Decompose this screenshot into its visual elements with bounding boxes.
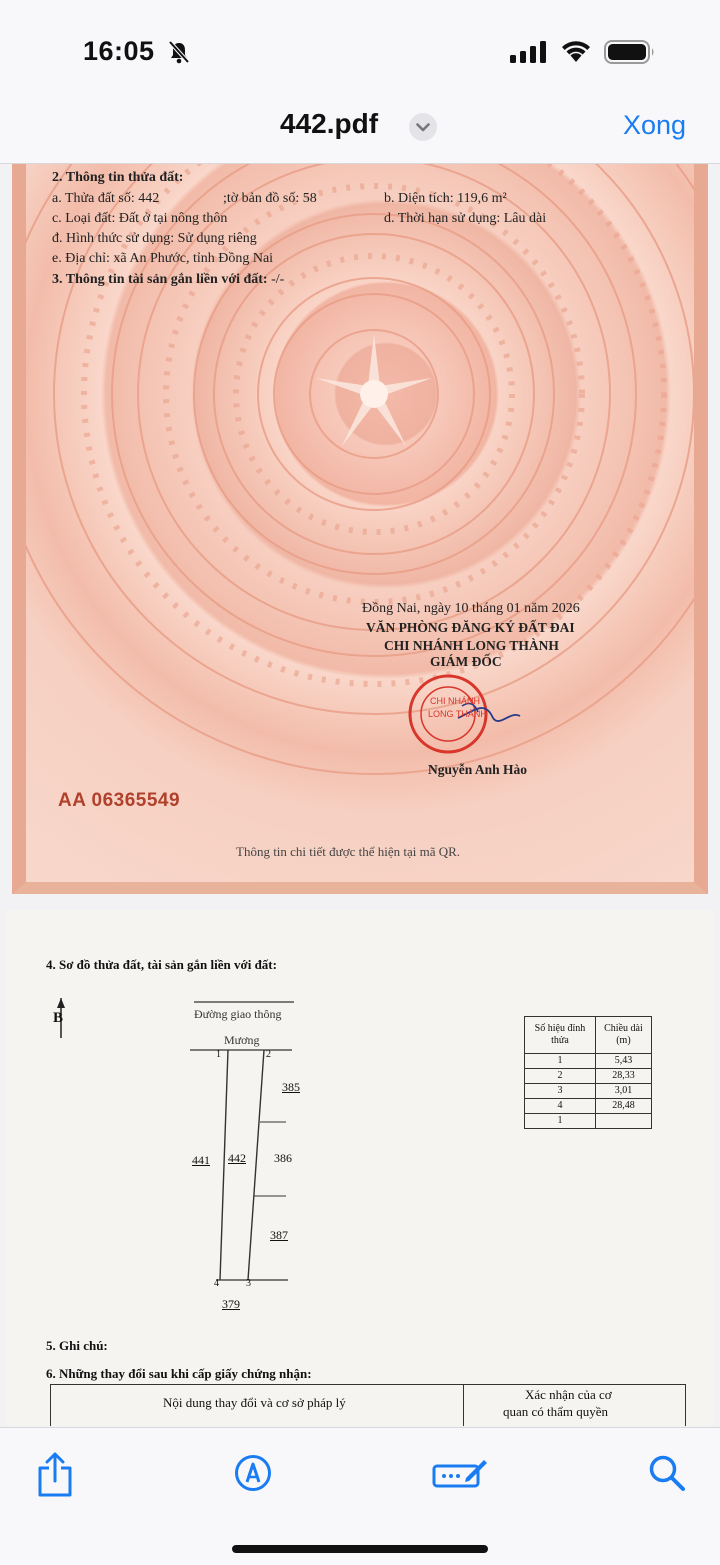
title-menu-button[interactable] [409,113,437,141]
section4-title: 4. Sơ đồ thửa đất, tài sản gắn liền với đất: [46,957,277,972]
issue-date: Đồng Nai, ngày 10 tháng 01 năm 2026 [362,601,580,616]
table-cell: 5,43 [595,1054,651,1069]
office-branch: CHI NHÁNH LONG THÀNH [384,638,559,653]
pdf-page-certificate[interactable] [12,164,708,894]
table-row [525,1084,652,1099]
seal-text-1: CHI NHÁNH [430,696,481,706]
wifi-icon [560,38,592,62]
section3-title: 3. Thông tin tài sản gắn liền với đất: [52,272,268,287]
table-cell: 3,01 [595,1084,651,1099]
share-icon[interactable] [36,1452,74,1498]
seal-text-2: LONG THÀNH [428,709,487,719]
vertex-1-label: 1 [216,1049,221,1060]
land-area: b. Diện tích: 119,6 m² [384,191,507,206]
map-sheet-number: ;tờ bản đồ số: 58 [223,191,317,206]
table-cell: 2 [525,1069,596,1084]
north-label: B [53,1010,64,1026]
section5-title: 5. Ghi chú: [46,1338,108,1353]
director-title: GIÁM ĐỐC [430,654,502,669]
table-cell [595,1114,651,1129]
signer-name: Nguyễn Anh Hào [428,762,528,777]
bottom-toolbar [0,1427,720,1565]
table-cell: 28,48 [595,1099,651,1114]
table-cell: 4 [525,1099,596,1114]
section2-title: 2. Thông tin thửa đất: [52,170,184,185]
changes-col2-header-line2: quan có thẩm quyền [503,1404,609,1419]
search-icon[interactable] [648,1454,686,1492]
table-cell: 3 [525,1084,596,1099]
status-bar [0,0,720,100]
land-type: c. Loại đất: Đất ở tại nông thôn [52,211,228,226]
markup-icon[interactable] [234,1454,272,1492]
road-label: Đường giao thông [194,1007,282,1021]
office-name: VĂN PHÒNG ĐĂNG KÝ ĐẤT ĐAI [366,620,575,635]
vertex-length-table [524,1016,652,1129]
table-row [525,1099,652,1114]
parcel-386-label: 386 [274,1151,292,1165]
changes-col2-header-line1: Xác nhận của cơ [525,1387,612,1402]
pdf-page-plot[interactable] [6,910,714,1426]
parcel-number: a. Thửa đất số: 442 [52,191,160,206]
vertex-3-label: 3 [246,1278,251,1289]
land-address: e. Địa chỉ: xã An Phước, tỉnh Đồng Nai [52,251,274,266]
changes-table [50,1384,686,1426]
table-header-vertex: Số hiệu đỉnh thửa [525,1017,596,1054]
table-row [525,1114,652,1129]
table-cell: 28,33 [595,1069,651,1084]
section3-value: -/- [271,272,285,287]
status-time: 16:05 [83,36,155,66]
certificate-serial: AA 06365549 [58,790,181,811]
changes-col1-header: Nội dung thay đổi và cơ sở pháp lý [163,1395,346,1410]
done-button[interactable]: Xong [622,110,686,140]
parcel-441-label: 441 [192,1153,210,1167]
use-term: d. Thời hạn sử dụng: Lâu dài [384,211,547,226]
vertex-2-label: 2 [266,1049,271,1060]
chevron-down-icon [409,113,437,141]
parcel-385-label: 385 [282,1080,300,1094]
table-header-length: Chiều dài (m) [595,1017,651,1054]
section6-title: 6. Những thay đổi sau khi cấp giấy chứng nhận: [46,1366,312,1381]
cellular-signal-icon [510,41,548,63]
document-title[interactable]: 442.pdf [280,108,379,139]
canal-label: Mương [224,1033,260,1047]
parcel-387-label: 387 [270,1228,288,1242]
document-nav-bar [0,100,720,164]
battery-icon [604,40,656,64]
signature-icon[interactable] [432,1456,488,1490]
parcel-442-label: 442 [228,1151,246,1165]
parcel-379-label: 379 [222,1297,240,1311]
table-cell: 1 [525,1114,596,1129]
table-row [525,1069,652,1084]
home-indicator[interactable] [232,1545,488,1553]
table-cell: 1 [525,1054,596,1069]
silent-bell-icon [168,40,190,64]
table-row [525,1054,652,1069]
vertex-4-label: 4 [214,1278,219,1289]
use-form: đ. Hình thức sử dụng: Sử dụng riêng [52,231,257,246]
qr-note: Thông tin chi tiết được thể hiện tại mã QR. [236,844,461,859]
